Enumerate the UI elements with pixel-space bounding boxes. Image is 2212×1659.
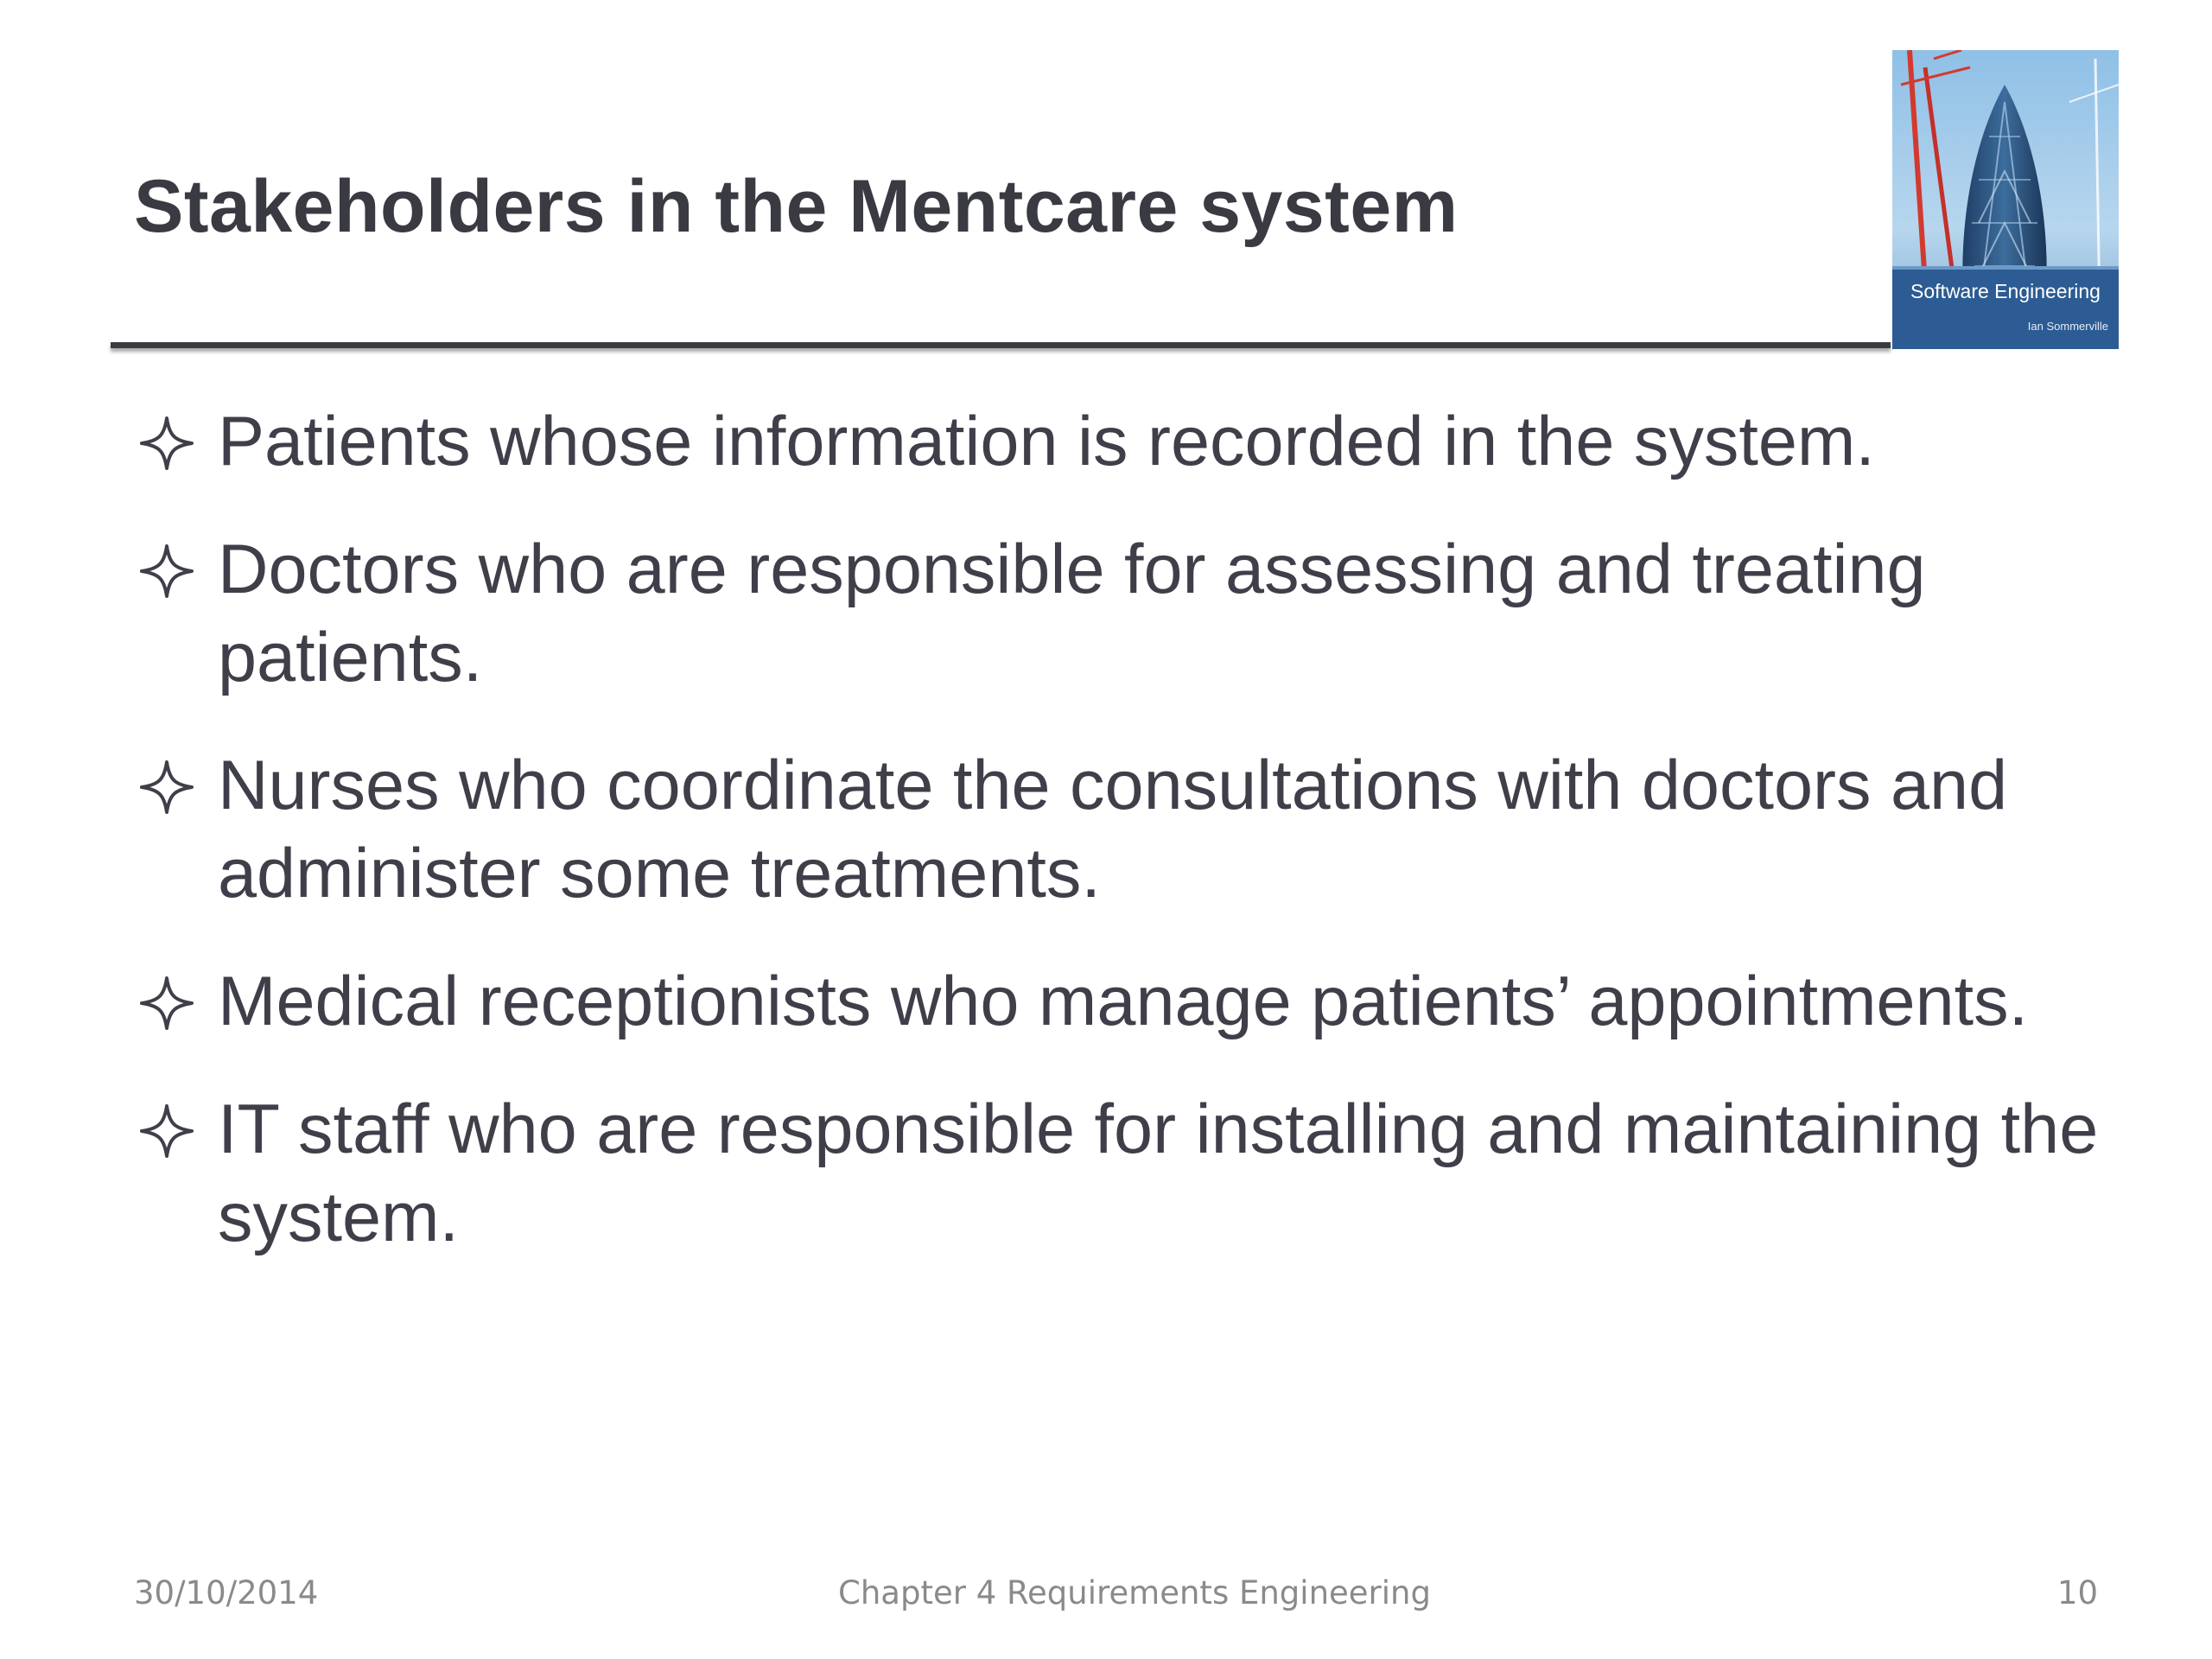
bullet-list <box>138 397 2117 1301</box>
footer-page-number: 10 <box>2056 1574 2098 1611</box>
bullet-text: Patients whose information is recorded in the system. <box>218 403 1875 480</box>
bullet-item <box>138 1085 2117 1262</box>
book-cover-image <box>1892 50 2119 349</box>
slide-title: Stakeholders in the Mentcare system <box>134 165 1459 248</box>
bullet-item <box>138 741 2117 918</box>
four-point-star-outline-icon <box>138 1103 195 1160</box>
bullet-item <box>138 525 2117 702</box>
four-point-star-outline-icon <box>138 415 195 472</box>
title-rule <box>111 342 1891 348</box>
bullet-item <box>138 957 2117 1046</box>
cover-author: Ian Sommerville <box>2027 320 2108 333</box>
book-cover-artwork <box>1892 50 2119 349</box>
bullet-text: IT staff who are responsible for installing and maintaining the system. <box>218 1090 2099 1256</box>
bullet-text: Doctors who are responsible for assessing and treating patients. <box>218 531 1926 696</box>
four-point-star-outline-icon <box>138 543 195 600</box>
footer-date: 30/10/2014 <box>134 1574 319 1611</box>
bullet-text: Medical receptionists who manage patients’ appointments. <box>218 963 2029 1040</box>
four-point-star-outline-icon <box>138 975 195 1032</box>
footer-chapter: Chapter 4 Requirements Engineering <box>838 1574 1431 1611</box>
four-point-star-outline-icon <box>138 759 195 816</box>
bullet-text: Nurses who coordinate the consultations with doctors and administer some treatments. <box>218 747 2008 912</box>
bullet-item <box>138 397 2117 486</box>
cover-title: Software Engineering <box>1910 280 2101 302</box>
